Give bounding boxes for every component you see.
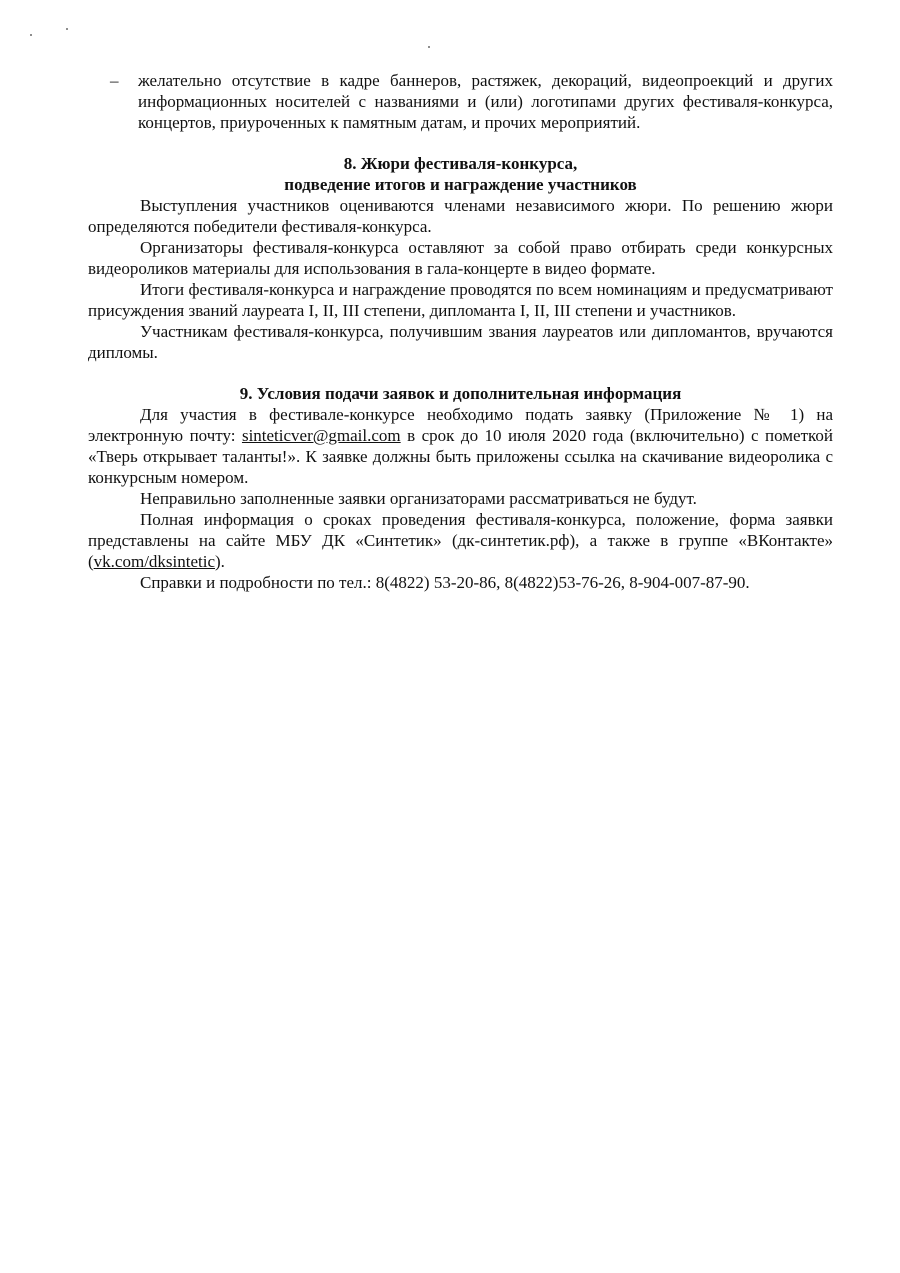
section-8-heading-line-2: подведение итогов и награждение участников <box>284 175 637 194</box>
scan-speck <box>66 28 68 30</box>
bullet-item <box>88 70 833 133</box>
section-9-paragraph-3 <box>88 509 833 572</box>
section-9-paragraph-2: Неправильно заполненные заявки организаторами рассматриваться не будут. <box>140 489 697 508</box>
vk-link[interactable]: vk.com/dksintetic <box>93 552 216 571</box>
section-9-heading-block <box>88 383 833 404</box>
bullet-dash: – <box>110 71 119 90</box>
section-8-paragraph-4: Участникам фестиваля-конкурса, получившим звания лауреатов или дипломантов, вручаются дипломы. <box>88 322 833 362</box>
scan-speck <box>428 46 430 48</box>
section-9-heading: 9. Условия подачи заявок и дополнительная информация <box>239 384 682 403</box>
email-link[interactable]: sinteticver@gmail.com <box>241 426 401 445</box>
section-9-paragraph-1 <box>88 404 833 488</box>
document-body <box>88 70 833 593</box>
section-9-p3-text-before: Полная информация о сроках проведения фестиваля-конкурса, положение, форма заявки представлены на сайте МБУ ДК «Синтетик» (дк-синтетик.рф), а также в группе «ВКонтакте» ( <box>88 510 833 571</box>
section-8-paragraph-3: Итоги фестиваля-конкурса и награждение проводятся по всем номинациям и предусматривают присуждения званий лауреата I, II, III степени, дипломанта I, II, III степени и участников. <box>88 280 833 320</box>
section-9-p1-text-before: Для участия в фестивале-конкурсе необходимо подать заявку (Приложение № 1) на электронную почту: <box>88 405 833 445</box>
section-8-heading-line-1: 8. Жюри фестиваля-конкурса, <box>343 154 578 173</box>
scan-speck <box>30 34 32 36</box>
section-8-heading <box>88 153 833 195</box>
section-9-paragraph-4: Справки и подробности по тел.: 8(4822) 53-20-86, 8(4822)53-76-26, 8-904-007-87-90. <box>140 573 750 592</box>
bullet-text: желательно отсутствие в кадре баннеров, растяжек, декораций, видеопроекций и других информационных носителей с названиями и (или) логотипами других фестиваля-конкурса, концертов, приуроченных к памятным датам, и прочих мероприятий. <box>138 71 833 132</box>
section-8-paragraph-2: Организаторы фестиваля-конкурса оставляют за собой право отбирать среди конкурсных видеороликов материалы для использования в гала-концерте в видео формате. <box>88 238 833 278</box>
section-9-p1-text-after: в срок до 10 июля 2020 года (включительно) с пометкой «Тверь открывает таланты!». К заявке должны быть приложены ссылка на скачивание видеоролика с конкурсным номером. <box>88 426 833 487</box>
section-9-p3-text-after: ). <box>215 552 225 571</box>
section-8-paragraph-1: Выступления участников оцениваются членами независимого жюри. По решению жюри определяются победители фестиваля-конкурса. <box>88 196 833 236</box>
